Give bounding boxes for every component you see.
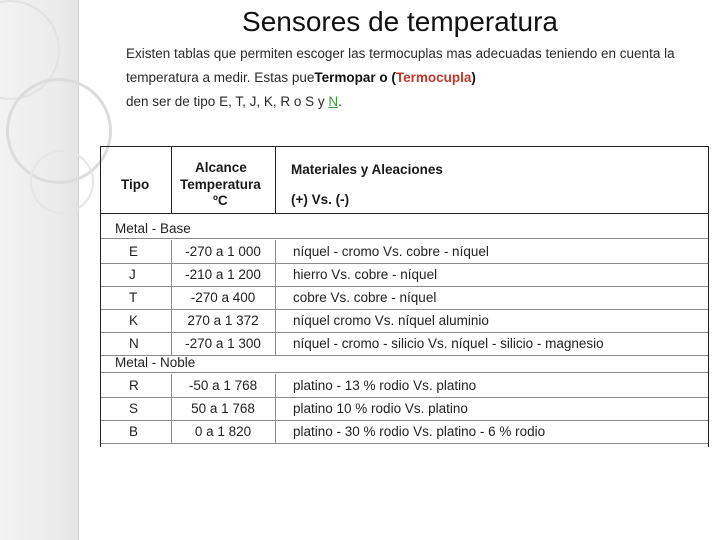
- intro-text: Existen tablas que permiten escoger las termocuplas mas adecuadas teniendo en cuenta la: [126, 46, 675, 61]
- cell-alcance: -50 a 1 768: [188, 378, 258, 393]
- cell-alcance: 0 a 1 820: [194, 424, 252, 439]
- section-row: [101, 355, 708, 373]
- cell-tipo: E: [129, 244, 139, 259]
- cell-tipo: B: [129, 424, 139, 439]
- table-row: [101, 374, 708, 398]
- header-alcance: Alcance: [195, 160, 247, 175]
- header-temperatura: Temperatura: [180, 177, 261, 192]
- termocupla-term: Termocupla: [395, 70, 472, 85]
- header-tipo-cell: [101, 147, 172, 213]
- cell-alcance: -210 a 1 200: [185, 267, 261, 282]
- cell-materiales: platino - 30 % rodio Vs. platino - 6 % rodio: [293, 424, 546, 439]
- column-divider: [275, 309, 276, 332]
- intro-text: .: [338, 94, 342, 109]
- section-row: [101, 221, 708, 239]
- cell-materiales: níquel - cromo Vs. cobre - níquel: [293, 244, 489, 259]
- column-divider: [275, 240, 276, 263]
- section-name: Metal - Noble: [115, 355, 196, 370]
- cell-alcance: -270 a 1 300: [185, 336, 261, 351]
- cell-tipo: K: [129, 313, 139, 328]
- table-header: [101, 147, 708, 214]
- column-divider: [275, 286, 276, 309]
- table-row: [101, 286, 708, 310]
- cell-alcance: 50 a 1 768: [191, 401, 255, 416]
- column-divider: [275, 332, 276, 355]
- table-row: [101, 332, 708, 356]
- section-name: Metal - Base: [115, 221, 191, 236]
- cell-materiales: níquel - cromo - silicio Vs. níquel - silicio - magnesio: [293, 336, 604, 351]
- cell-alcance: 270 a 1 372: [187, 313, 259, 328]
- header-alcance-cell: [171, 147, 276, 213]
- intro-line-2: [126, 70, 716, 86]
- column-divider: [275, 397, 276, 420]
- cell-materiales: níquel cromo Vs. níquel aluminio: [293, 313, 489, 328]
- table-row: [101, 263, 708, 287]
- cell-materiales: platino - 13 % rodio Vs. platino: [293, 378, 477, 393]
- cell-tipo: N: [129, 336, 139, 351]
- cell-materiales: hierro Vs. cobre - níquel: [293, 267, 438, 282]
- table-row: [101, 240, 708, 264]
- intro-bold-text: Termopar o (: [314, 70, 396, 85]
- type-n-link[interactable]: N: [328, 94, 339, 109]
- cell-tipo: R: [129, 378, 139, 393]
- cell-materiales: cobre Vs. cobre - níquel: [293, 290, 437, 305]
- slide-title: Sensores de temperatura: [242, 6, 558, 37]
- cell-tipo: S: [129, 401, 139, 416]
- column-divider: [275, 263, 276, 286]
- table-row: [101, 309, 708, 333]
- cell-alcance: -270 a 1 000: [185, 244, 261, 259]
- intro-bold-text: ): [471, 70, 476, 85]
- header-tipo: Tipo: [121, 177, 150, 192]
- decorative-ring: [30, 150, 94, 214]
- intro-text: den ser de tipo E, T, J, K, R o S y: [126, 94, 329, 109]
- cell-materiales: platino 10 % rodio Vs. platino: [293, 401, 468, 416]
- cell-tipo: T: [129, 290, 138, 305]
- header-materiales: Materiales y Aleaciones: [291, 162, 443, 177]
- intro-line-3: [126, 94, 716, 110]
- left-decorative-band: [0, 0, 79, 540]
- intro-text: temperatura a medir. Estas pue: [126, 70, 315, 85]
- intro-line-1: [126, 46, 716, 62]
- cell-alcance: -270 a 400: [190, 290, 256, 305]
- cell-tipo: J: [129, 267, 136, 282]
- column-divider: [275, 420, 276, 443]
- column-divider: [275, 374, 276, 397]
- table-row: [101, 397, 708, 421]
- header-celsius: ºC: [213, 193, 228, 208]
- table-row: [101, 420, 708, 444]
- thermocouple-table: [100, 146, 709, 447]
- header-polarity: (+) Vs. (-): [291, 192, 350, 207]
